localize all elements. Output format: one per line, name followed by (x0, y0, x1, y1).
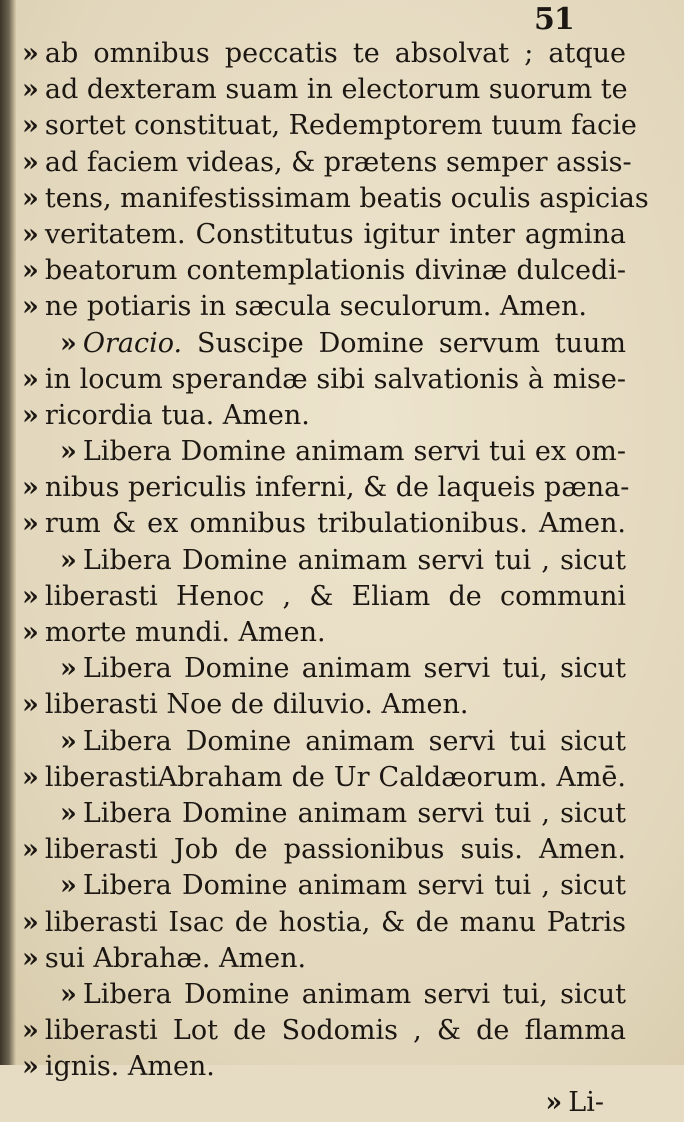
line-text: ab omnibus peccatis te absolvat ; atque (44, 38, 626, 69)
text-line (22, 868, 626, 904)
text-line (22, 181, 649, 217)
quote-mark: » (22, 255, 39, 287)
line-text: Libera Domine animam servi tui , sicut (82, 870, 626, 902)
text-line (22, 724, 626, 760)
line-text: morte mundi. Amen. (44, 617, 326, 648)
text-line (22, 977, 626, 1013)
line-text: Libera Domine animam servi tui , sicut (82, 797, 626, 829)
quote-mark: » (22, 580, 39, 612)
line-text: tens, manifestissimam beatis oculis aspicias (44, 182, 649, 214)
text-line (22, 615, 626, 651)
text-line (22, 941, 626, 977)
text-line (22, 687, 626, 723)
line-text: liberasti Isac de hostia, & de manu Patris (44, 906, 626, 938)
quote-mark: » (22, 942, 39, 974)
quote-mark: » (60, 870, 77, 902)
text-line (22, 1013, 626, 1049)
quote-mark: » (22, 1051, 39, 1083)
prayer-heading: Oracio. (82, 327, 183, 359)
text-line (22, 760, 626, 796)
quote-mark: » (545, 1087, 563, 1119)
page-binding-shadow (0, 0, 16, 1065)
page-text (22, 36, 649, 1122)
line-text: in locum sperandæ sibi salvationis à mise- (44, 363, 626, 395)
text-line (22, 108, 637, 144)
line-text: sui Abrahæ. Amen. (44, 942, 307, 974)
page-number: 51 (534, 2, 574, 37)
text-line (22, 543, 626, 579)
quote-mark: » (22, 146, 39, 178)
text-line (22, 145, 632, 181)
line-text: liberastiAbraham de Ur Caldæorum. Amē. (44, 761, 626, 793)
text-line (22, 398, 626, 434)
text-line (22, 832, 626, 868)
line-text: Suscipe Domine servum tuum (196, 327, 626, 359)
quote-mark: » (60, 544, 77, 576)
text-line (22, 796, 626, 832)
line-text: Libera Domine animam servi tui, sicut (82, 978, 626, 1010)
quote-mark: » (22, 291, 39, 323)
quote-mark: » (22, 110, 39, 142)
text-line (22, 1049, 626, 1085)
quote-mark: » (60, 797, 77, 829)
quote-mark: » (22, 617, 39, 648)
quote-mark: » (22, 761, 39, 793)
line-text: ne potiaris in sæcula seculorum. Amen. (44, 291, 587, 323)
quote-mark: » (22, 74, 39, 106)
text-line (22, 434, 626, 470)
text-line (22, 905, 626, 941)
quote-mark: » (22, 834, 39, 866)
text-line (22, 470, 630, 506)
line-text: beatorum contemplationis divinæ dulcedi- (44, 255, 626, 287)
line-text: liberasti Lot de Sodomis , & de flamma (44, 1015, 626, 1047)
text-line (22, 217, 626, 253)
line-text: veritatem. Constitutus igitur inter agmina (44, 218, 626, 250)
text-line (22, 362, 626, 398)
line-text: nibus periculis inferni, & de laqueis pæna- (44, 472, 630, 504)
quote-mark: » (22, 182, 39, 214)
line-text: Li- (568, 1087, 604, 1119)
line-text: ad faciem videas, & prætens semper assis- (44, 146, 632, 178)
text-line (22, 72, 626, 108)
line-text: liberasti Job de passionibus suis. Amen. (44, 834, 626, 866)
quote-mark: » (60, 653, 77, 685)
line-text: liberasti Noe de diluvio. Amen. (44, 689, 469, 721)
line-text: Libera Domine animam servi tui, sicut (82, 653, 626, 685)
quote-mark: » (22, 1015, 39, 1047)
text-line (22, 1085, 626, 1121)
quote-mark: » (22, 472, 39, 504)
line-text: sortet constituat, Redemptorem tuum facie (44, 110, 637, 142)
line-text: Libera Domine animam servi tui , sicut (82, 544, 626, 576)
text-line (22, 326, 626, 362)
line-text: liberasti Henoc , & Eliam de communi (44, 580, 626, 612)
line-text: ad dexteram suam in electorum suorum te (44, 74, 628, 106)
text-line (22, 289, 626, 325)
text-line (22, 506, 626, 542)
quote-mark: » (60, 327, 77, 359)
quote-mark: » (22, 38, 39, 69)
text-line (22, 36, 626, 72)
text-line (22, 651, 626, 687)
line-text: Libera Domine animam servi tui sicut (82, 725, 626, 757)
quote-mark: » (22, 906, 39, 938)
quote-mark: » (60, 436, 77, 468)
quote-mark: » (60, 725, 77, 757)
text-line (22, 253, 626, 289)
text-line (22, 579, 626, 615)
quote-mark: » (60, 978, 77, 1010)
line-text: Libera Domine animam servi tui ex om- (82, 436, 626, 468)
quote-mark: » (22, 508, 39, 540)
line-text: rum & ex omnibus tribulationibus. Amen. (44, 508, 626, 540)
quote-mark: » (22, 218, 39, 250)
quote-mark: » (22, 399, 39, 431)
line-text: ricordia tua. Amen. (44, 399, 310, 431)
quote-mark: » (22, 689, 39, 721)
line-text: ignis. Amen. (44, 1051, 215, 1083)
quote-mark: » (22, 363, 39, 395)
